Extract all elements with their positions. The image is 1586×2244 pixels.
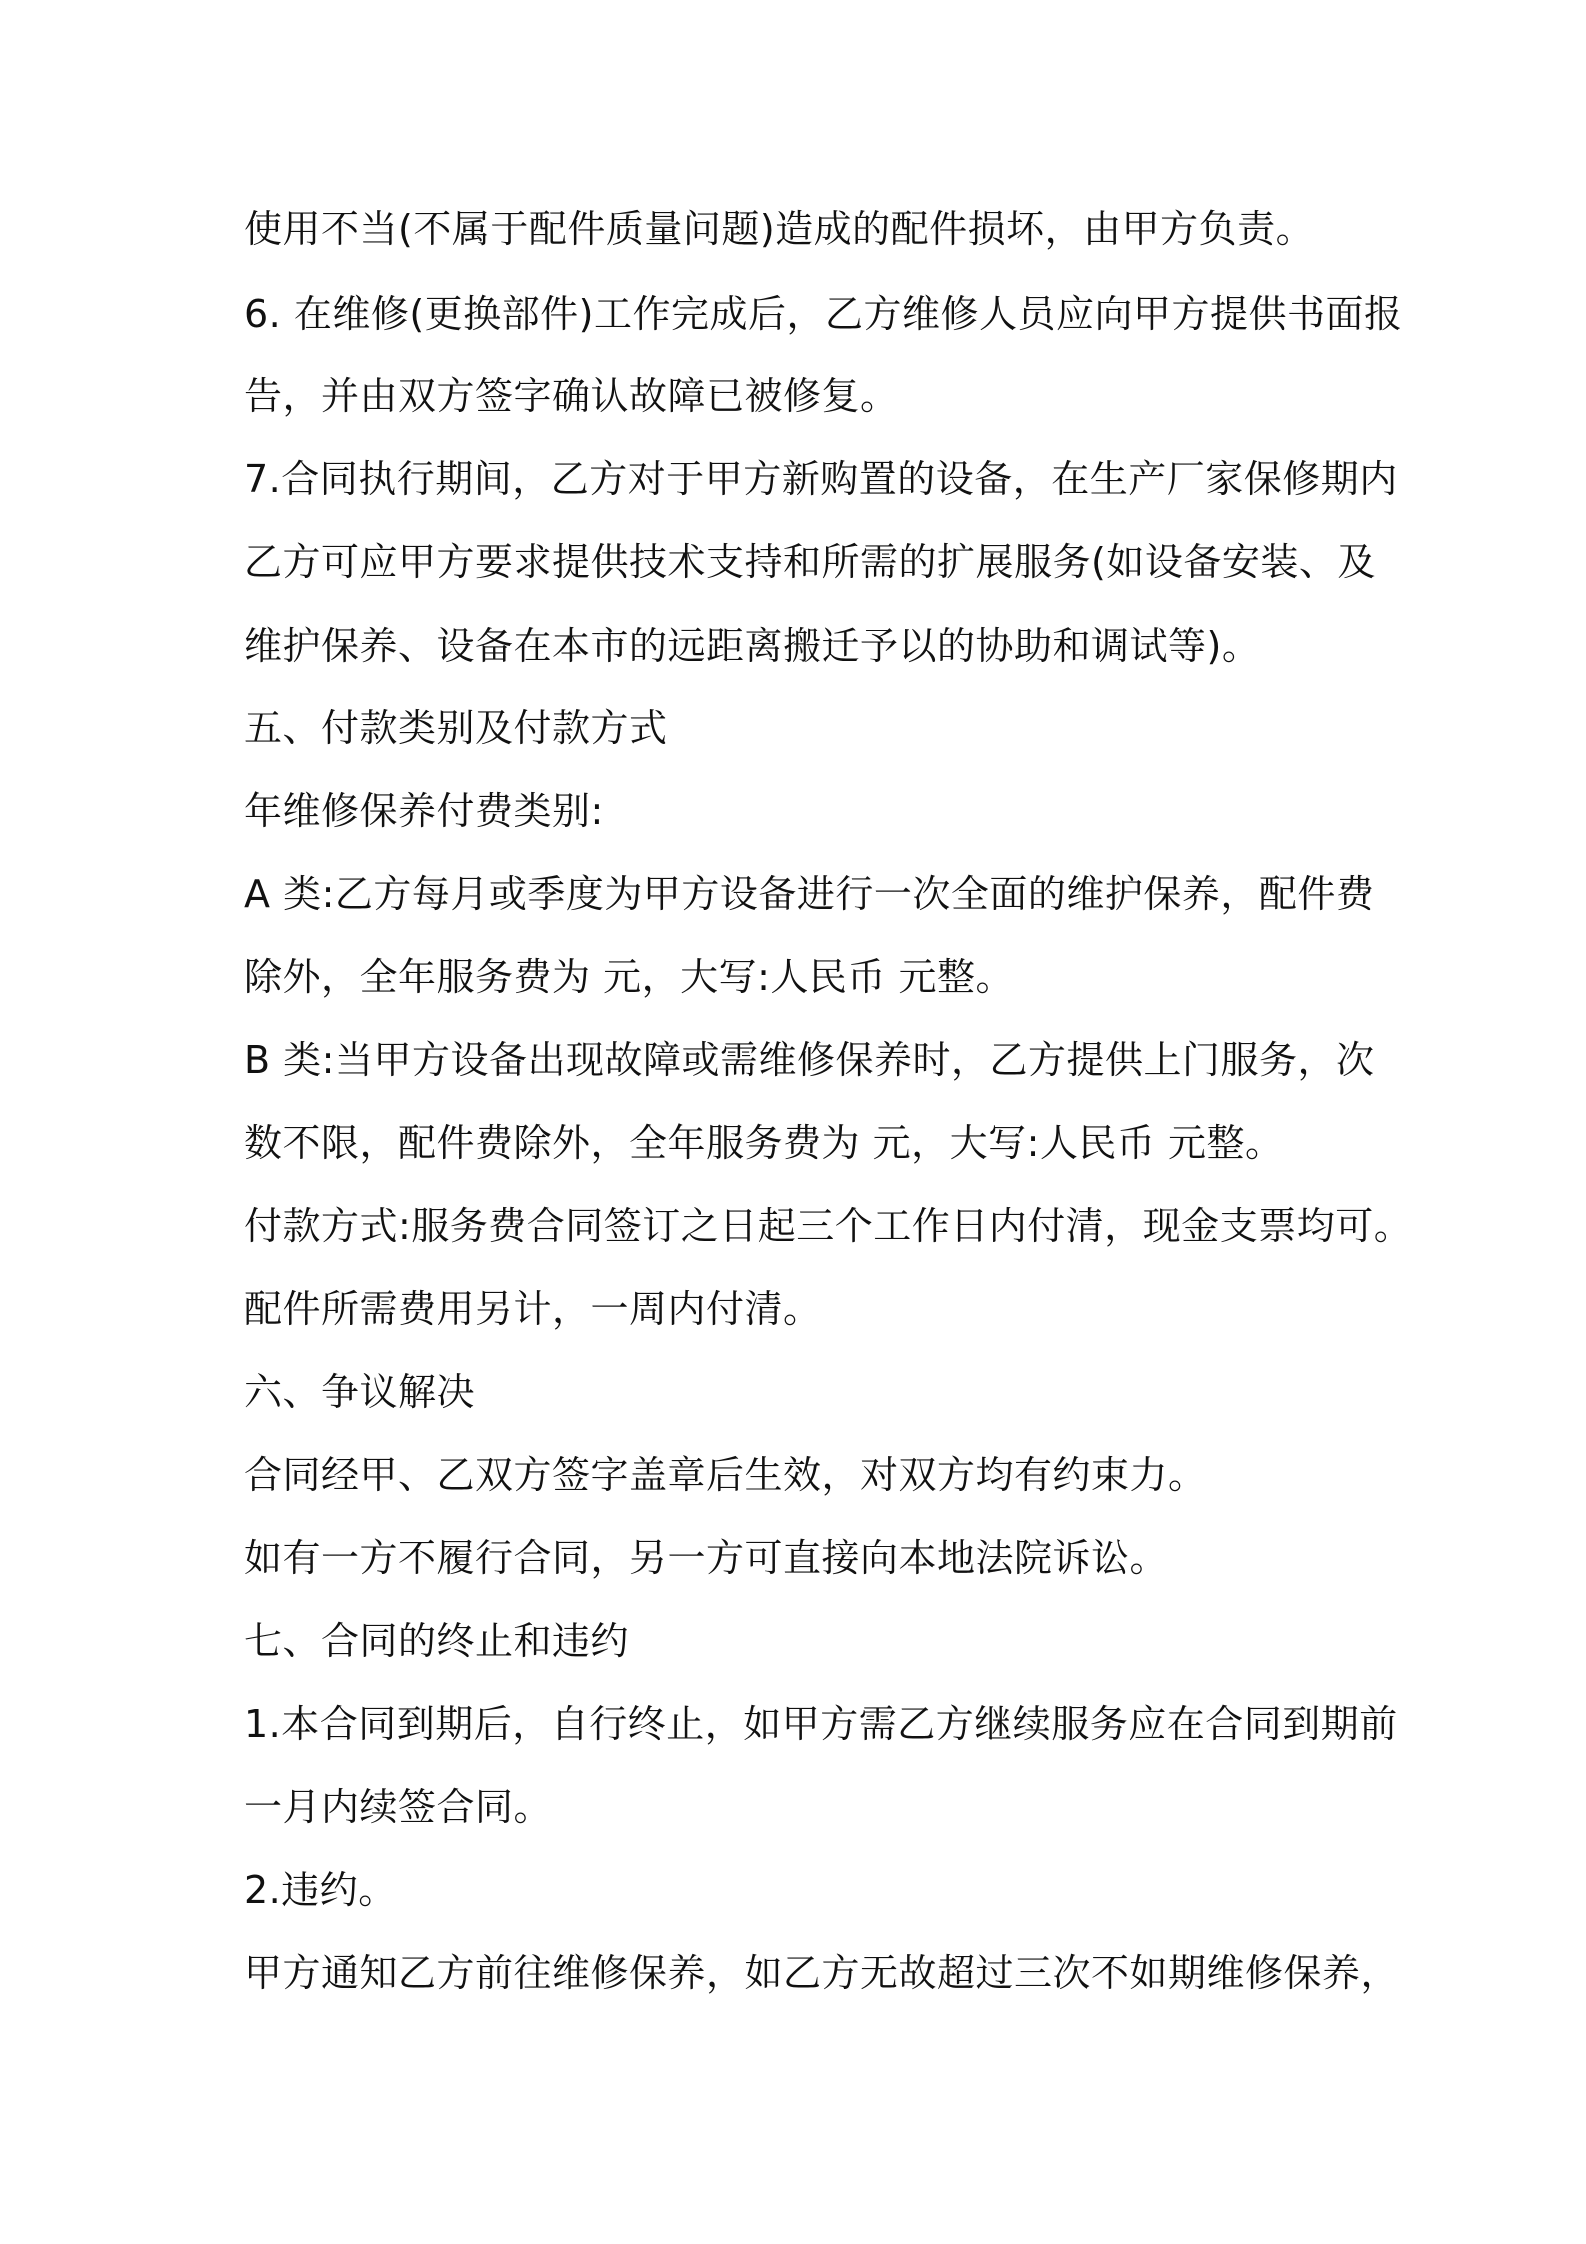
text-line: A 类:乙方每月或季度为甲方设备进行一次全面的维护保养，配件费 (244, 872, 1375, 916)
text-line: 付款方式:服务费合同签订之日起三个工作日内付清，现金支票均可。 (244, 1204, 1413, 1248)
text-line: 维护保养、设备在本市的远距离搬迁予以的协助和调试等)。 (244, 624, 1261, 668)
section-heading: 五、付款类别及付款方式 (244, 706, 668, 750)
text-line: 数不限，配件费除外，全年服务费为 元，大写:人民币 元整。 (244, 1121, 1284, 1165)
text-line: 配件所需费用另计，一周内付清。 (244, 1287, 822, 1331)
text-line: 使用不当(不属于配件质量问题)造成的配件损坏，由甲方负责。 (244, 207, 1315, 251)
text-line: B 类:当甲方设备出现故障或需维修保养时，乙方提供上门服务，次 (244, 1038, 1375, 1082)
text-line: 1.本合同到期后，自行终止，如甲方需乙方继续服务应在合同到期前 (244, 1702, 1398, 1746)
text-line: 除外，全年服务费为 元，大写:人民币 元整。 (244, 955, 1014, 999)
text-line: 乙方可应甲方要求提供技术支持和所需的扩展服务(如设备安装、及 (244, 540, 1376, 584)
text-line: 告，并由双方签字确认故障已被修复。 (244, 374, 899, 418)
section-heading: 六、争议解决 (244, 1370, 476, 1414)
text-line: 一月内续签合同。 (244, 1785, 553, 1829)
text-line: 7.合同执行期间，乙方对于甲方新购置的设备，在生产厂家保修期内 (244, 457, 1398, 501)
text-line: 甲方通知乙方前往维修保养，如乙方无故超过三次不如期维修保养， (244, 1951, 1400, 1995)
section-heading: 七、合同的终止和违约 (244, 1619, 630, 1663)
text-line: 年维修保养付费类别: (244, 789, 604, 833)
text-line: 6. 在维修(更换部件)工作完成后，乙方维修人员应向甲方提供书面报 (244, 292, 1403, 336)
text-line: 2.违约。 (244, 1868, 397, 1912)
text-line: 合同经甲、乙双方签字盖章后生效，对双方均有约束力。 (244, 1453, 1207, 1497)
text-line: 如有一方不履行合同，另一方可直接向本地法院诉讼。 (244, 1536, 1169, 1580)
